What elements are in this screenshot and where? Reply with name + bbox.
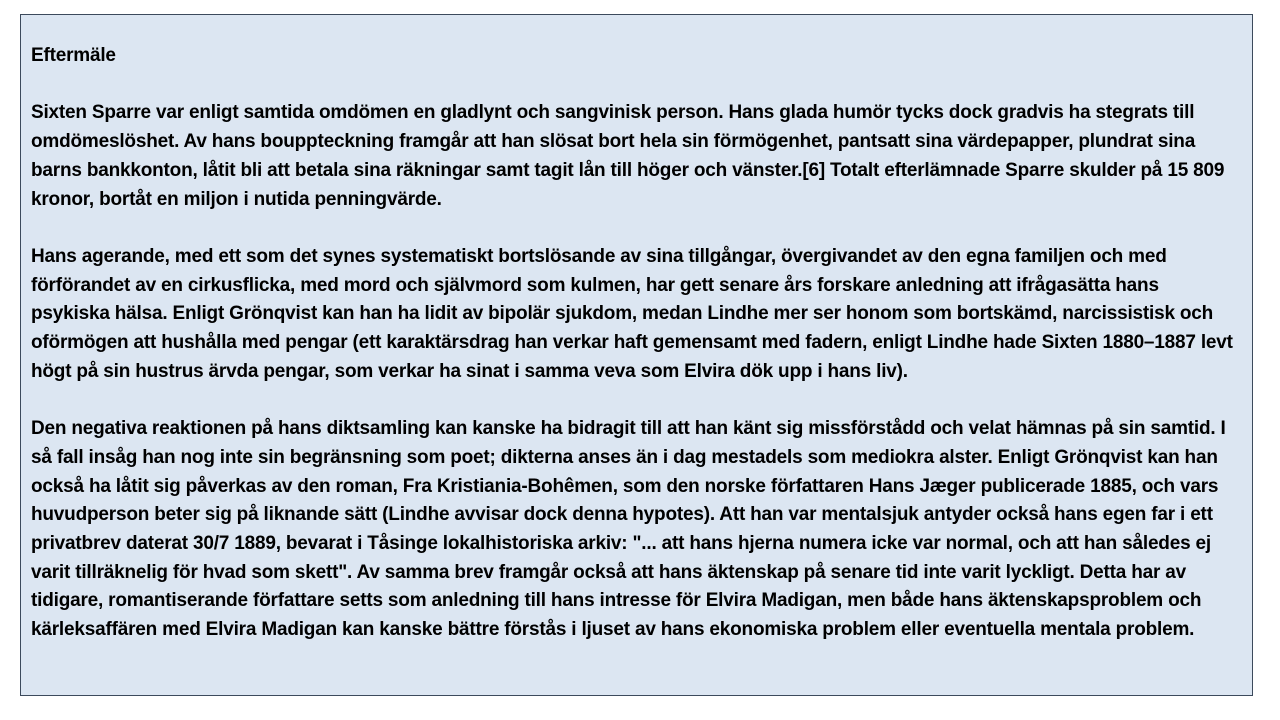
paragraph-2: Hans agerande, med ett som det synes systematiskt bortslösande av sina tillgångar, övergivandet av den egna familjen och med förförandet av en cirkusflicka, med mord och självmord som kulmen, har gett senare års forskare anledning att ifrågasätta hans psykiska hälsa. Enligt Grönqvist kan han ha lidit av bipolär sjukdom, medan Lindhe mer ser honom som bortskämd, narcissistisk och oförmögen att hushålla med pengar (ett karaktärsdrag han verkar haft gemensamt med fadern, enligt Lindhe hade Sixten 1880–1887 levt högt på sin hustrus ärvda pengar, som verkar ha sinat i samma veva som Elvira dök upp i hans liv). [31, 245, 1233, 382]
section-heading: Eftermäle [31, 45, 116, 66]
paragraph-1: Sixten Sparre var enligt samtida omdömen en gladlynt och sangvinisk person. Hans glada humör tycks dock gradvis ha stegrats till omdömeslöshet. Av hans bouppteckning framgår att han slösat bort hela sin förmögenhet, pantsatt sina värdepapper, plundrat sina barns bankkonton, låtit bli att betala sina räkningar samt tagit lån till höger och vänster.[6] Totalt efterlämnade Sparre skulder på 15 809 kronor, bortåt en miljon i nutida penningvärde. [31, 102, 1225, 210]
paragraph-3: Den negativa reaktionen på hans diktsamling kan kanske ha bidragit till att han känt sig missförstådd och velat hämnas på sin samtid. I så fall insåg han nog inte sin begränsning som poet; dikterna anses än i dag mestadels som mediokra alster. Enligt Grönqvist kan han också ha låtit sig påverkas av den roman, Fra Kristiania-Bohêmen, som den norske författaren Hans Jæger publicerade 1885, och vars huvudperson beter sig på liknande sätt (Lindhe avvisar dock denna hypotes). Att han var mentalsjuk antyder också hans egen far i ett privatbrev daterat 30/7 1889, bevarat i Tåsinge lokalhistoriska arkiv: "... att hans hjerna numera icke var normal, och att han således ej varit tillräknelig för hvad som skett". Av samma brev framgår också att hans äktenskap på senare tid inte varit lyckligt. Detta har av tidigare, romantiserande författare setts som anledning till hans intresse för Elvira Madigan, men både hans äktenskapsproblem och kärleksaffären med Elvira Madigan kan kanske bättre förstås i ljuset av hans ekonomiska problem eller eventuella mentala problem. [31, 418, 1226, 641]
text-panel [20, 14, 1253, 696]
